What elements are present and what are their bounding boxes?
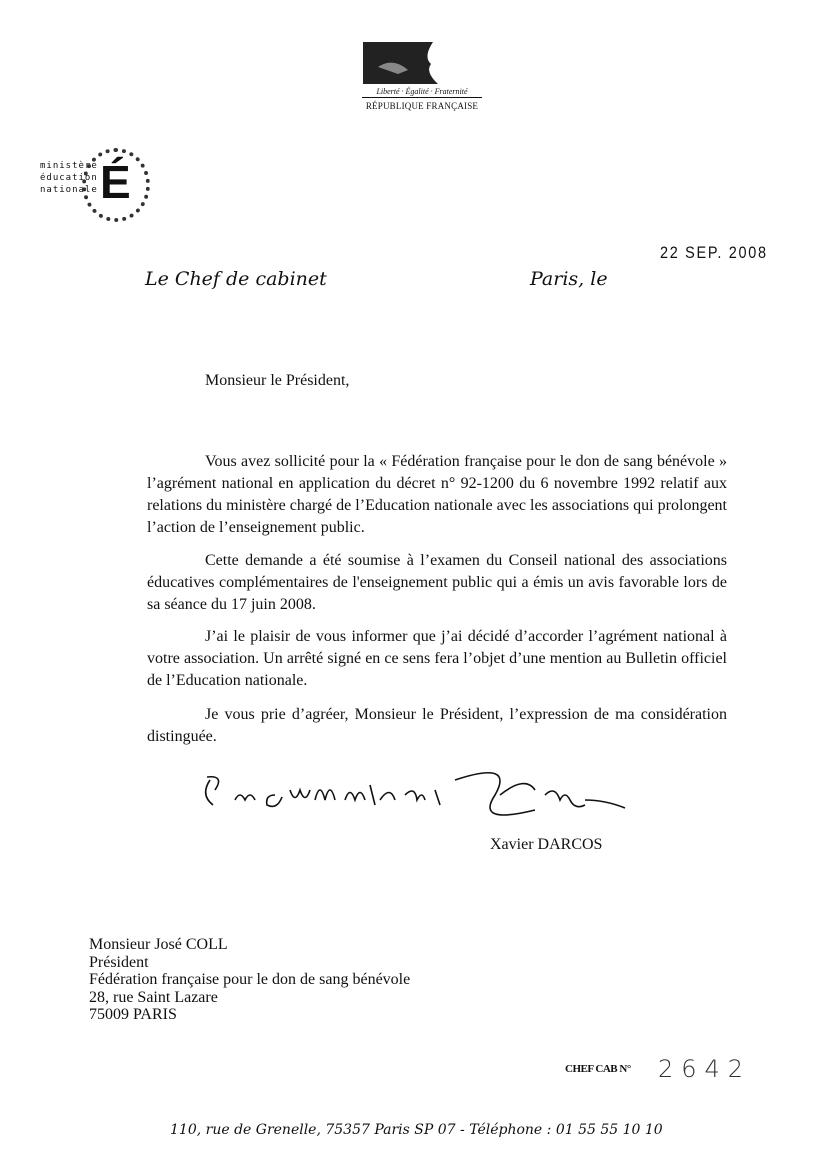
- place-label: Paris, le: [530, 268, 608, 290]
- signatory-name: Xavier DARCOS: [490, 836, 603, 853]
- marianne-logo: [363, 42, 481, 84]
- republic-motto: Liberté · Égalité · Fraternité: [362, 87, 482, 98]
- paragraph: J’ai le plaisir de vous informer que j’ai décidé d’accorder l’agrément national à votre association. Un arrêté signé en ce sens fera l’objet d’une mention au Bulletin officiel de l’Education nationale.: [147, 628, 727, 689]
- republic-name: RÉPUBLIQUE FRANÇAISE: [365, 101, 479, 111]
- recipient-address: [89, 936, 410, 1024]
- ministry-name: [40, 160, 98, 196]
- recipient-line: Président: [89, 953, 149, 971]
- footer-address: 110, rue de Grenelle, 75357 Paris SP 07 - Téléphone : 01 55 55 10 10: [170, 1122, 663, 1138]
- paragraph: Vous avez sollicité pour la « Fédération française pour le don de sang bénévole » l’agrément national en application du décret n° 92-1200 du 6 novembre 1992 relatif aux relations du ministère chargé de l’Education nationale avec les associations qui prolongent l’action de l’enseignement public.: [147, 453, 727, 536]
- recipient-line: Fédération française pour le don de sang bénévole: [89, 971, 411, 988]
- salutation: Monsieur le Président,: [205, 372, 350, 389]
- handwritten-signature: [195, 765, 645, 840]
- reference-number: 2642: [658, 1055, 752, 1083]
- signature-scribble: [195, 765, 645, 835]
- ministry-line: nationale: [40, 185, 98, 195]
- ministry-line: éducation: [40, 173, 98, 183]
- recipient-line: Monsieur José COLL: [89, 936, 228, 953]
- sender-title: Le Chef de cabinet: [145, 268, 327, 290]
- paragraph: Je vous prie d’agréer, Monsieur le Président, l’expression de ma considération distinguée.: [147, 706, 727, 745]
- ministry-line: ministère: [40, 161, 98, 171]
- recipient-line: 75009 PARIS: [89, 1006, 177, 1023]
- ministry-logo-letter: É: [100, 156, 131, 208]
- recipient-line: 28, rue Saint Lazare: [89, 988, 218, 1006]
- reference-label: CHEF CAB N°: [565, 1063, 631, 1075]
- date-stamp: 22 SEP. 2008: [660, 243, 768, 262]
- paragraph: Cette demande a été soumise à l’examen du Conseil national des associations éducatives complémentaires de l'enseignement public qui a émis un avis favorable lors de sa séance du 17 juin 2008.: [147, 552, 727, 613]
